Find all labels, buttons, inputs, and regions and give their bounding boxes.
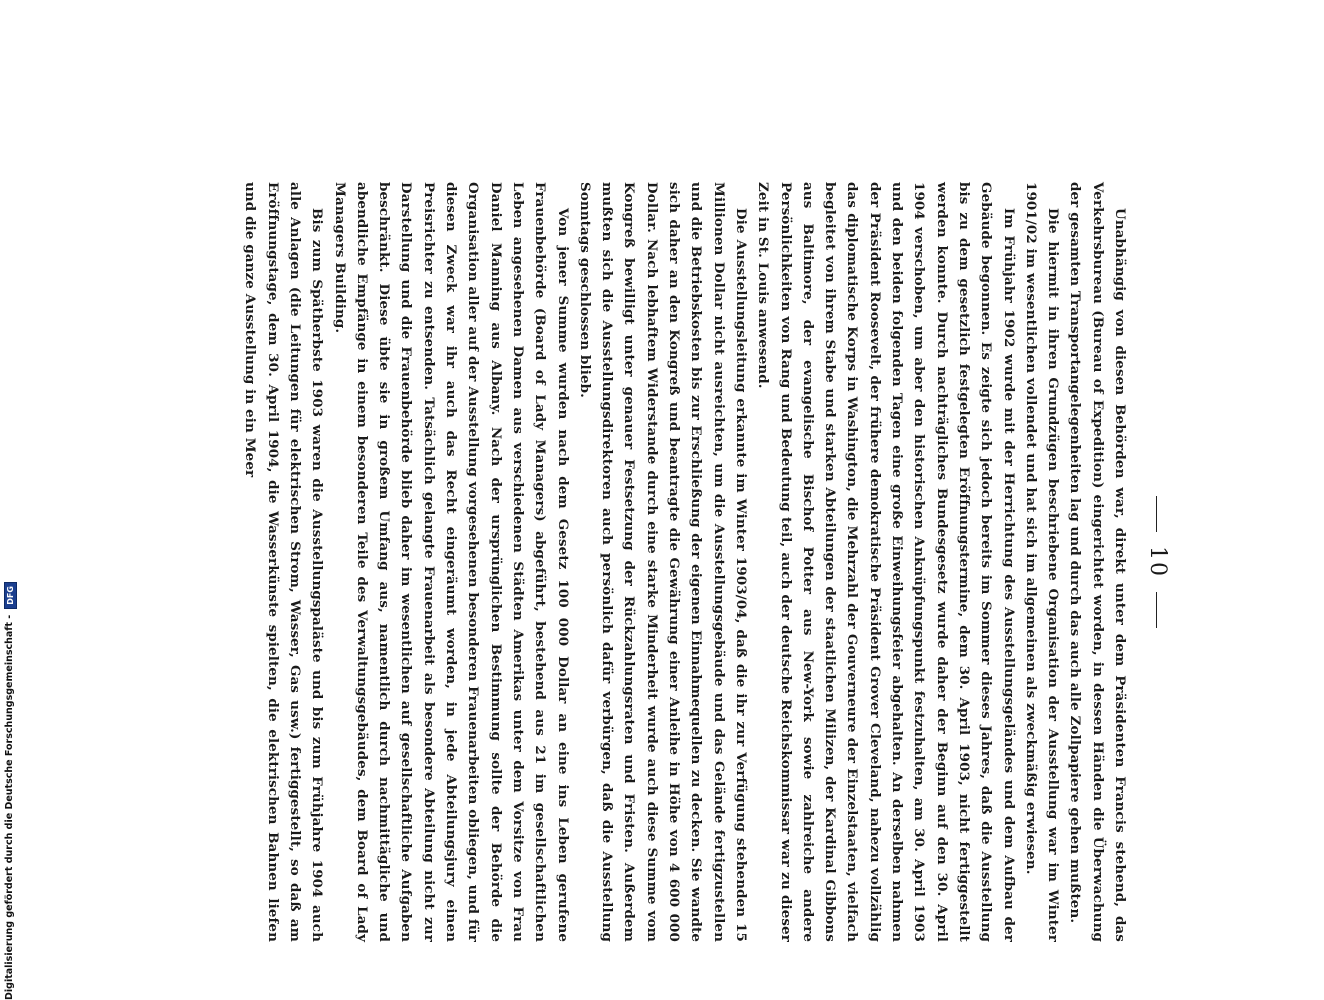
paragraph-2: Die hiermit in ihren Grundzügen beschriebene Organisation der Ausstellung war im Winter 1901/02 im wesentlichen vollendet und hat sich im allgemeinen als zweckmäßig erwiesen. — [1022, 182, 1062, 942]
paragraph-6: Bis zum Spätherbste 1903 waren die Ausstellungspaläste und bis zum Frühjahre 1904 auch alle Anlagen (die Leitungen für elektrischen Strom, Wasser, Gas usw.) fertiggestellt, so daß am Eröffnungstage, dem 30. April 1904, die Wasserkünste spielten, die elektrischen Bahnen liefen und die ganze Ausstellung in ein Meer — [242, 182, 326, 942]
paragraph-1: Unabhängig von diesen Behörden war, direkt unter dem Präsidenten Francis stehend, das Verkehrsbureau (Bureau of Expedition) eingerichtet worden, in dessen Händen die Überwachung der gesamten Transportangelegenheiten lag und durch das auch alle Zollpapiere gehen mußten. — [1067, 182, 1128, 942]
page-number-value: 10 — [1145, 546, 1170, 578]
digitization-credit-strip — [4, 0, 16, 1000]
page-number — [1145, 182, 1170, 942]
paragraph-5: Von jener Summe wurden nach dem Gesetz 100 000 Dollar an eine ins Leben gerufene Frauenbehörde (Board of Lady Managers) abgeführt, bestehend aus 21 im gesellschaftlichen Leben angesehenen Damen aus verschiedenen Städten Amerikas unter dem Vorsitze von Frau Daniel Manning aus Albany. Nach der ursprünglichen Bestimmung sollte der Behörde die Organisation aller auf der Ausstellung vorgesehenen besonderen Frauenarbeiten obliegen, und für diesen Zweck war ihr auch das Recht eingeräumt worden, in jede Abteilungsjury einen Preisrichter zu entsenden. Tatsächlich gelangte Frauenarbeit als besondere Abteilung nicht zur Darstellung und die Frauenbehörde blieb daher im wesentlichen auf gesellschaftliche Aufgaben beschränkt. Diese übte sie in großem Umfang aus, namentlich durch nachmittägliche und abendliche Empfänge in einem besonderen Teile des Verwaltungsgebäudes, dem Board of Lady Managers Building. — [331, 182, 571, 942]
page-number-dash-left — [1157, 496, 1158, 532]
paragraph-4: Die Ausstellungsleitung erkannte im Winter 1903/04, daß die ihr zur Verfügung stehenden 15 Millionen Dollar nicht ausreichten, um die Ausstellungsgebäude und das Gelände fertigzustellen und die Betriebskosten bis zur Erschließung der eigenen Einnahmequellen zu decken. Sie wandte sich daher an den Kongreß und beantragte die Gewährung einer Anleihe in Höhe von 4 600 000 Dollar. Nach lebhaftem Widerstande durch eine starke Minderheit wurde auch diese Summe vom Kongreß bewilligt unter genauer Festsetzung der Rückzahlungsraten und Fristen. Außerdem mußten sich die Ausstellungsdirektoren auch persönlich dafür verbürgen, daß die Ausstellung Sonntags geschlossen blieb. — [576, 182, 749, 942]
document-page — [110, 0, 1210, 1000]
paragraph-3: Im Frühjahr 1902 wurde mit der Herrichtung des Ausstellungsgeländes und dem Aufbau der Gebäude begonnen. Es zeigte sich jedoch bereits im Sommer dieses Jahres, daß die Ausstellung bis zu dem gesetzlich festgelegten Eröffnungstermine, dem 30. April 1903, nicht fertiggestellt werden konnte. Durch nachträgliches Bundesgesetz wurde daher der Beginn auf den 30. April 1904 verschoben, um aber den historischen Anknüpfungspunkt festzuhalten, am 30. April 1903 und den beiden folgenden Tagen eine große Einweihungsfeier abgehalten. An derselben nahmen der Präsident Roosevelt, der frühere demokratische Präsident Grover Cleveland, nahezu vollzählig das diplomatische Korps in Washington, die Mehrzahl der Gouverneure der Einzelstaaten, vielfach begleitet von ihrem Stabe und starken Abteilungen der staatlichen Milizen, der Kardinal Gibbons aus Baltimore, der evangelische Bischof Potter aus New-York sowie zahlreiche andere Persönlichkeiten von Rang und Bedeutung teil, auch der deutsche Reichskommissar war zu dieser Zeit in St. Louis anwesend. — [755, 182, 1017, 942]
dfg-logo: DFG — [4, 582, 17, 609]
credit-text: Digitalisierung gefördert durch die Deutsche Forschungsgemeinschaft - — [4, 614, 15, 1000]
body-text — [239, 182, 1131, 942]
digitization-credit — [4, 0, 16, 1000]
page-number-dash-right — [1157, 592, 1158, 628]
